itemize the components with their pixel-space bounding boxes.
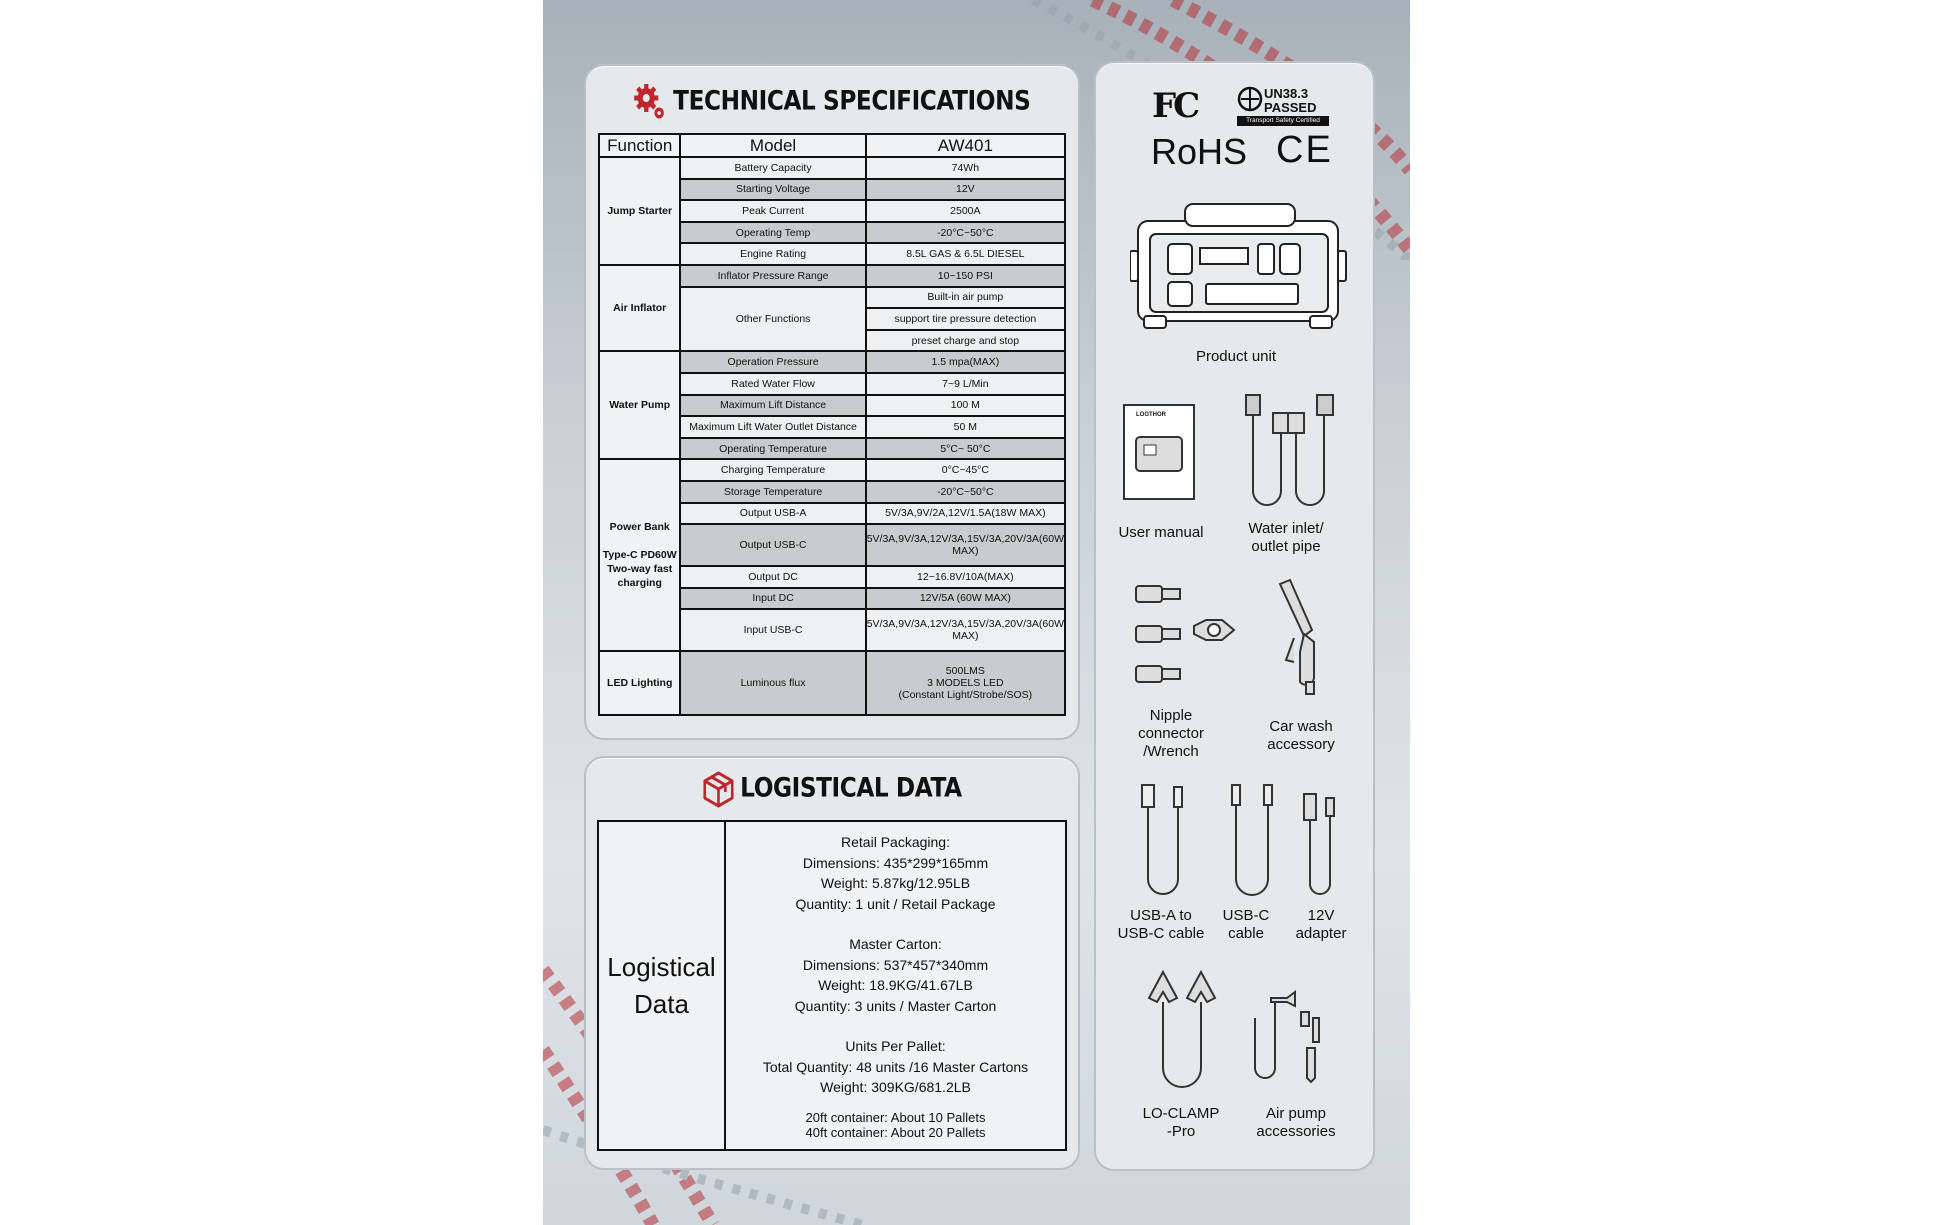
clamp-line-1: LO-CLAMP [1142,1105,1220,1122]
un383-passed: PASSED [1264,100,1317,115]
usb-c-cable-illustration [1224,783,1284,898]
spec-key: Starting Voltage [680,179,865,201]
spec-key: Luminous flux [680,651,865,715]
adapter-line-1: 12V [1307,907,1335,924]
container-40ft: 40ft container: About 20 Pallets [805,1124,986,1140]
header-function: Function [599,134,680,157]
header-model: Model [680,134,865,157]
spec-value: -20°C~50°C [866,481,1065,503]
spec-key: Operating Temp [680,222,865,244]
nipple-line-1: Nipple [1149,707,1193,724]
air-pump-accessories-illustration [1251,988,1341,1088]
12v-adapter-illustration [1296,788,1346,903]
master-heading: Master Carton: [849,936,942,952]
car-wash-illustration [1272,578,1332,698]
clamp-line-2: -Pro [1166,1123,1196,1140]
header-aw401: AW401 [866,134,1065,157]
car-wash-label [1246,718,1356,754]
logistics-heading [620,770,1043,808]
spec-key: Rated Water Flow [680,373,865,395]
fcc-logo [1152,86,1197,126]
air-pump-line-2: accessories [1256,1123,1336,1140]
spec-key: Output USB-A [680,503,865,525]
fcc-text: FC [1152,86,1198,126]
nipple-connector-illustration [1134,578,1244,688]
master-weight: Weight: 18.9KG/41.67LB [818,977,973,993]
group-air-inflator: Air Inflator [599,265,680,351]
ce-logo: CE [1276,129,1333,171]
group-jump-starter: Jump Starter [599,157,680,265]
usb-a-line-2: USB-C cable [1117,925,1205,942]
spec-value: 5V/3A,9V/3A,12V/3A,15V/3A,20V/3A(60W MAX) [866,609,1065,651]
spec-value: 5°C~ 50°C [866,438,1065,460]
logistics-label [599,822,726,1149]
spec-key: Charging Temperature [680,459,865,481]
spec-value: 0°C~45°C [866,459,1065,481]
retail-dimensions: Dimensions: 435*299*165mm [802,854,989,871]
pallet-weight: Weight: 309KG/681.2LB [820,1079,971,1095]
usb-c-line-1: USB-C [1222,907,1270,924]
group-water-pump: Water Pump [599,351,680,459]
spec-value: 50 M [866,416,1065,438]
gears-icon [634,82,668,122]
spec-value: preset charge and stop [866,330,1065,352]
spec-key: Peak Current [680,200,865,222]
car-wash-line-2: accessory [1267,736,1335,753]
usb-c-line-2: cable [1228,925,1264,942]
tech-spec-heading [620,82,1043,122]
logistics-details [726,822,1065,1149]
spec-value: support tire pressure detection [866,308,1065,330]
un383-badge [1237,86,1329,130]
logistics-title: LOGISTICAL DATA [740,772,962,804]
usb-a-cable-label [1101,907,1221,943]
user-manual-illustration [1122,403,1198,503]
master-dimensions: Dimensions: 537*457*340mm [802,956,989,973]
nipple-line-2: connector [1138,725,1204,742]
power-bank-charging: charging [617,577,662,590]
retail-weight: Weight: 5.87kg/12.95LB [820,875,971,891]
spec-key: Other Functions [680,287,865,352]
spec-value: 12V/5A (60W MAX) [866,588,1065,610]
spec-value: 74Wh [866,157,1065,179]
spec-key: Battery Capacity [680,157,865,179]
spec-key: Operating Temperature [680,438,865,460]
logistics-label-1: Logistical [607,951,716,982]
water-pipe-label [1221,520,1351,556]
water-pipe-line-2: outlet pipe [1251,538,1321,555]
spec-value: 12~16.8V/10A(MAX) [866,566,1065,588]
accessories-panel [1094,61,1375,1171]
pallet-heading: Units Per Pallet: [845,1038,946,1054]
un383-caption: Transport Safety Certified [1237,116,1329,126]
spec-sheet [543,0,1410,1225]
spec-value: 100 M [866,395,1065,417]
power-bank-typec: Type-C PD60W [602,549,677,562]
logistics-table [597,820,1067,1151]
spec-key: Maximum Lift Water Outlet Distance [680,416,865,438]
retail-quantity: Quantity: 1 unit / Retail Package [795,895,996,912]
container-20ft: 20ft container: About 10 Pallets [805,1109,986,1125]
box-icon [702,770,735,808]
12v-adapter-label [1286,907,1356,943]
manual-brand: LOGTHOR [1136,412,1166,418]
spec-table [598,133,1066,716]
nipple-connector-label [1116,707,1226,761]
product-unit-illustration [1130,196,1350,336]
car-wash-line-1: Car wash [1269,718,1333,735]
un383-title: UN38.3 [1264,86,1309,101]
un-globe-icon [1237,86,1263,112]
spec-value: 2500A [866,200,1065,222]
spec-value: 12V [866,179,1065,201]
spec-value-luminous [866,651,1065,715]
product-unit-label: Product unit [1195,348,1277,365]
spec-value: 10~150 PSI [866,265,1065,287]
spec-key: Input DC [680,588,865,610]
master-quantity: Quantity: 3 units / Master Carton [794,997,997,1014]
water-pipe-illustration [1236,393,1346,513]
pallet-quantity: Total Quantity: 48 units /16 Master Cartons [762,1058,1029,1075]
usb-a-cable-illustration [1136,783,1196,898]
lo-clamp-label [1126,1105,1236,1141]
water-pipe-line-1: Water inlet/ [1248,520,1324,537]
power-bank-twoway: Two-way fast [607,563,673,576]
spec-value: 8.5L GAS & 6.5L DIESEL [866,243,1065,265]
usb-a-line-1: USB-A to [1130,907,1192,924]
spec-value: 7~9 L/Min [866,373,1065,395]
rohs-logo: RoHS [1151,131,1248,172]
air-pump-line-1: Air pump [1265,1105,1327,1122]
spec-key: Output USB-C [680,524,865,566]
spec-key: Output DC [680,566,865,588]
spec-key: Engine Rating [680,243,865,265]
luminous-line-3: (Constant Light/Strobe/SOS) [898,689,1033,702]
logistics-panel [584,756,1080,1170]
spec-key: Inflator Pressure Range [680,265,865,287]
spec-value: 1.5 mpa(MAX) [866,351,1065,373]
spec-key: Storage Temperature [680,481,865,503]
spec-key: Operation Pressure [680,351,865,373]
tech-spec-title: TECHNICAL SPECIFICATIONS [673,85,1031,117]
lo-clamp-illustration [1141,968,1231,1088]
adapter-line-2: adapter [1295,925,1347,942]
group-power-bank [599,459,680,651]
user-manual-label: User manual [1118,524,1204,541]
usb-c-cable-label [1206,907,1286,943]
spec-value: -20°C~50°C [866,222,1065,244]
spec-key: Maximum Lift Distance [680,395,865,417]
luminous-line-2: 3 MODELS LED [927,677,1004,690]
spec-key: Input USB-C [680,609,865,651]
retail-heading: Retail Packaging: [841,834,950,850]
spec-value: Built-in air pump [866,287,1065,309]
luminous-line-1: 500LMS [945,665,985,678]
spec-value: 5V/3A,9V/2A,12V/1.5A(18W MAX) [866,503,1065,525]
spec-value: 5V/3A,9V/3A,12V/3A,15V/3A,20V/3A(60W MAX) [866,524,1065,566]
tech-spec-panel [584,64,1080,740]
group-led-lighting: LED Lighting [599,651,680,715]
logistics-label-2: Data [634,988,689,1019]
nipple-line-3: /Wrench [1143,743,1199,760]
air-pump-accessories-label [1236,1105,1356,1141]
power-bank-label: Power Bank [609,521,670,534]
